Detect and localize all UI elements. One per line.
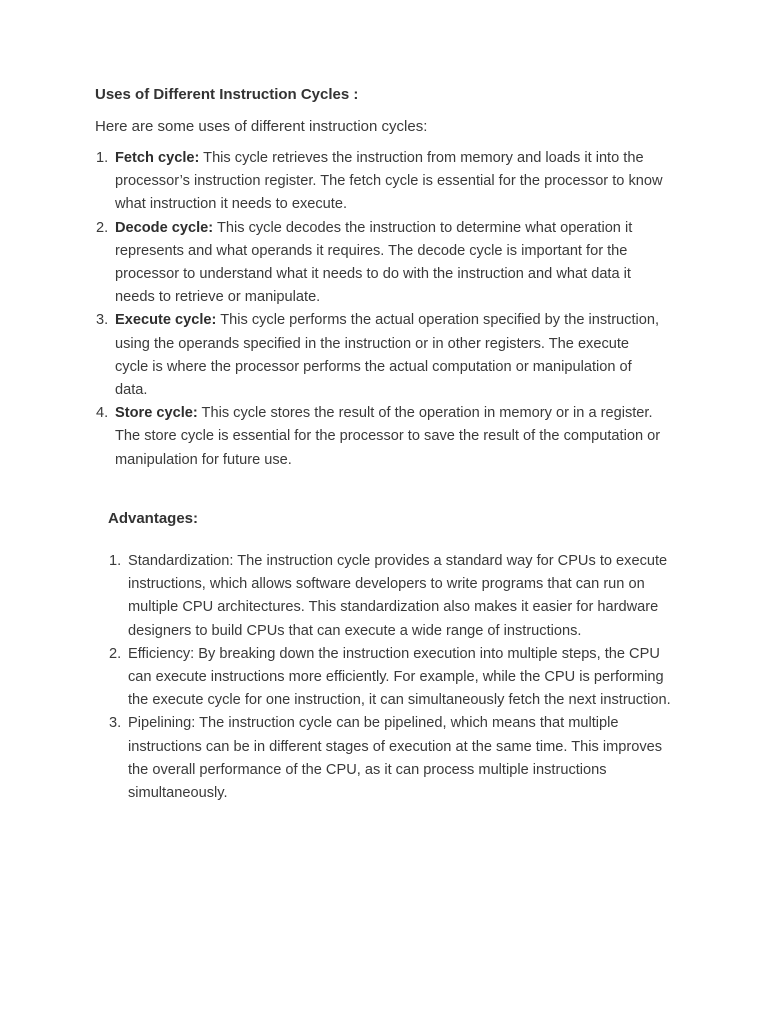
cycle-term: Fetch cycle: <box>115 150 200 166</box>
cycle-description: This cycle performs the actual operation specified by the instruction, using the operands specified in the instruction or in other registers. The execute cycle is where the processor performs the actual computation or manipulation of data. <box>115 312 660 399</box>
list-number: 4. <box>96 405 109 422</box>
cycle-term: Execute cycle: <box>115 312 217 329</box>
list-number: 3. <box>96 312 109 329</box>
cycle-description: This cycle decodes the instruction to determine what operation it represents and what operands it requires. The decode cycle is important for the processor to understand what it needs to do with the instruction and what data it needs to retrieve or manipulate. <box>115 219 633 306</box>
list-item-efficiency <box>109 643 679 713</box>
list-number: 2. <box>96 219 109 236</box>
list-number: 1. <box>109 553 122 569</box>
list-item-fetch-cycle <box>96 147 666 217</box>
list-item-execute-cycle <box>96 309 666 402</box>
intro-paragraph: Here are some uses of different instruction cycles: <box>95 118 428 135</box>
list-item-pipelining <box>109 712 679 805</box>
list-item-store-cycle <box>96 402 666 472</box>
list-number: 1. <box>96 150 109 166</box>
list-number: 3. <box>109 715 122 732</box>
cycle-description: This cycle retrieves the instruction from memory and loads it into the processor’s instruction register. The fetch cycle is essential for the processor to know what instruction it needs to execute. <box>115 150 663 213</box>
advantages-list <box>109 550 679 805</box>
list-item-standardization <box>109 550 679 643</box>
advantage-text: Pipelining: The instruction cycle can be pipelined, which means that multiple instructions can be in different stages of execution at the same time. This improves the overall performance of the CPU, as it can process multiple instructions simultaneously. <box>128 715 663 802</box>
advantages-heading: Advantages: <box>108 510 199 527</box>
cycle-term: Decode cycle: <box>115 219 214 236</box>
cycle-description: This cycle stores the result of the operation in memory or in a register. The store cycle is essential for the processor to save the result of the computation or manipulation for future use. <box>115 405 661 468</box>
list-number: 2. <box>109 645 122 662</box>
list-item-decode-cycle <box>96 217 666 310</box>
instruction-cycles-list <box>96 147 666 472</box>
section-title: Uses of Different Instruction Cycles : <box>95 86 359 103</box>
advantage-text: Standardization: The instruction cycle provides a standard way for CPUs to execute instructions, which allows software developers to write programs that can run on multiple CPU architectures. This standardization also makes it easier for hardware designers to build CPUs that can execute a wide range of instructions. <box>128 553 668 639</box>
cycle-term: Store cycle: <box>115 405 198 422</box>
advantage-text: Efficiency: By breaking down the instruction execution into multiple steps, the CPU can execute instructions more efficiently. For example, while the CPU is performing the execute cycle for one instruction, it can simultaneously fetch the next instruction. <box>128 645 671 709</box>
